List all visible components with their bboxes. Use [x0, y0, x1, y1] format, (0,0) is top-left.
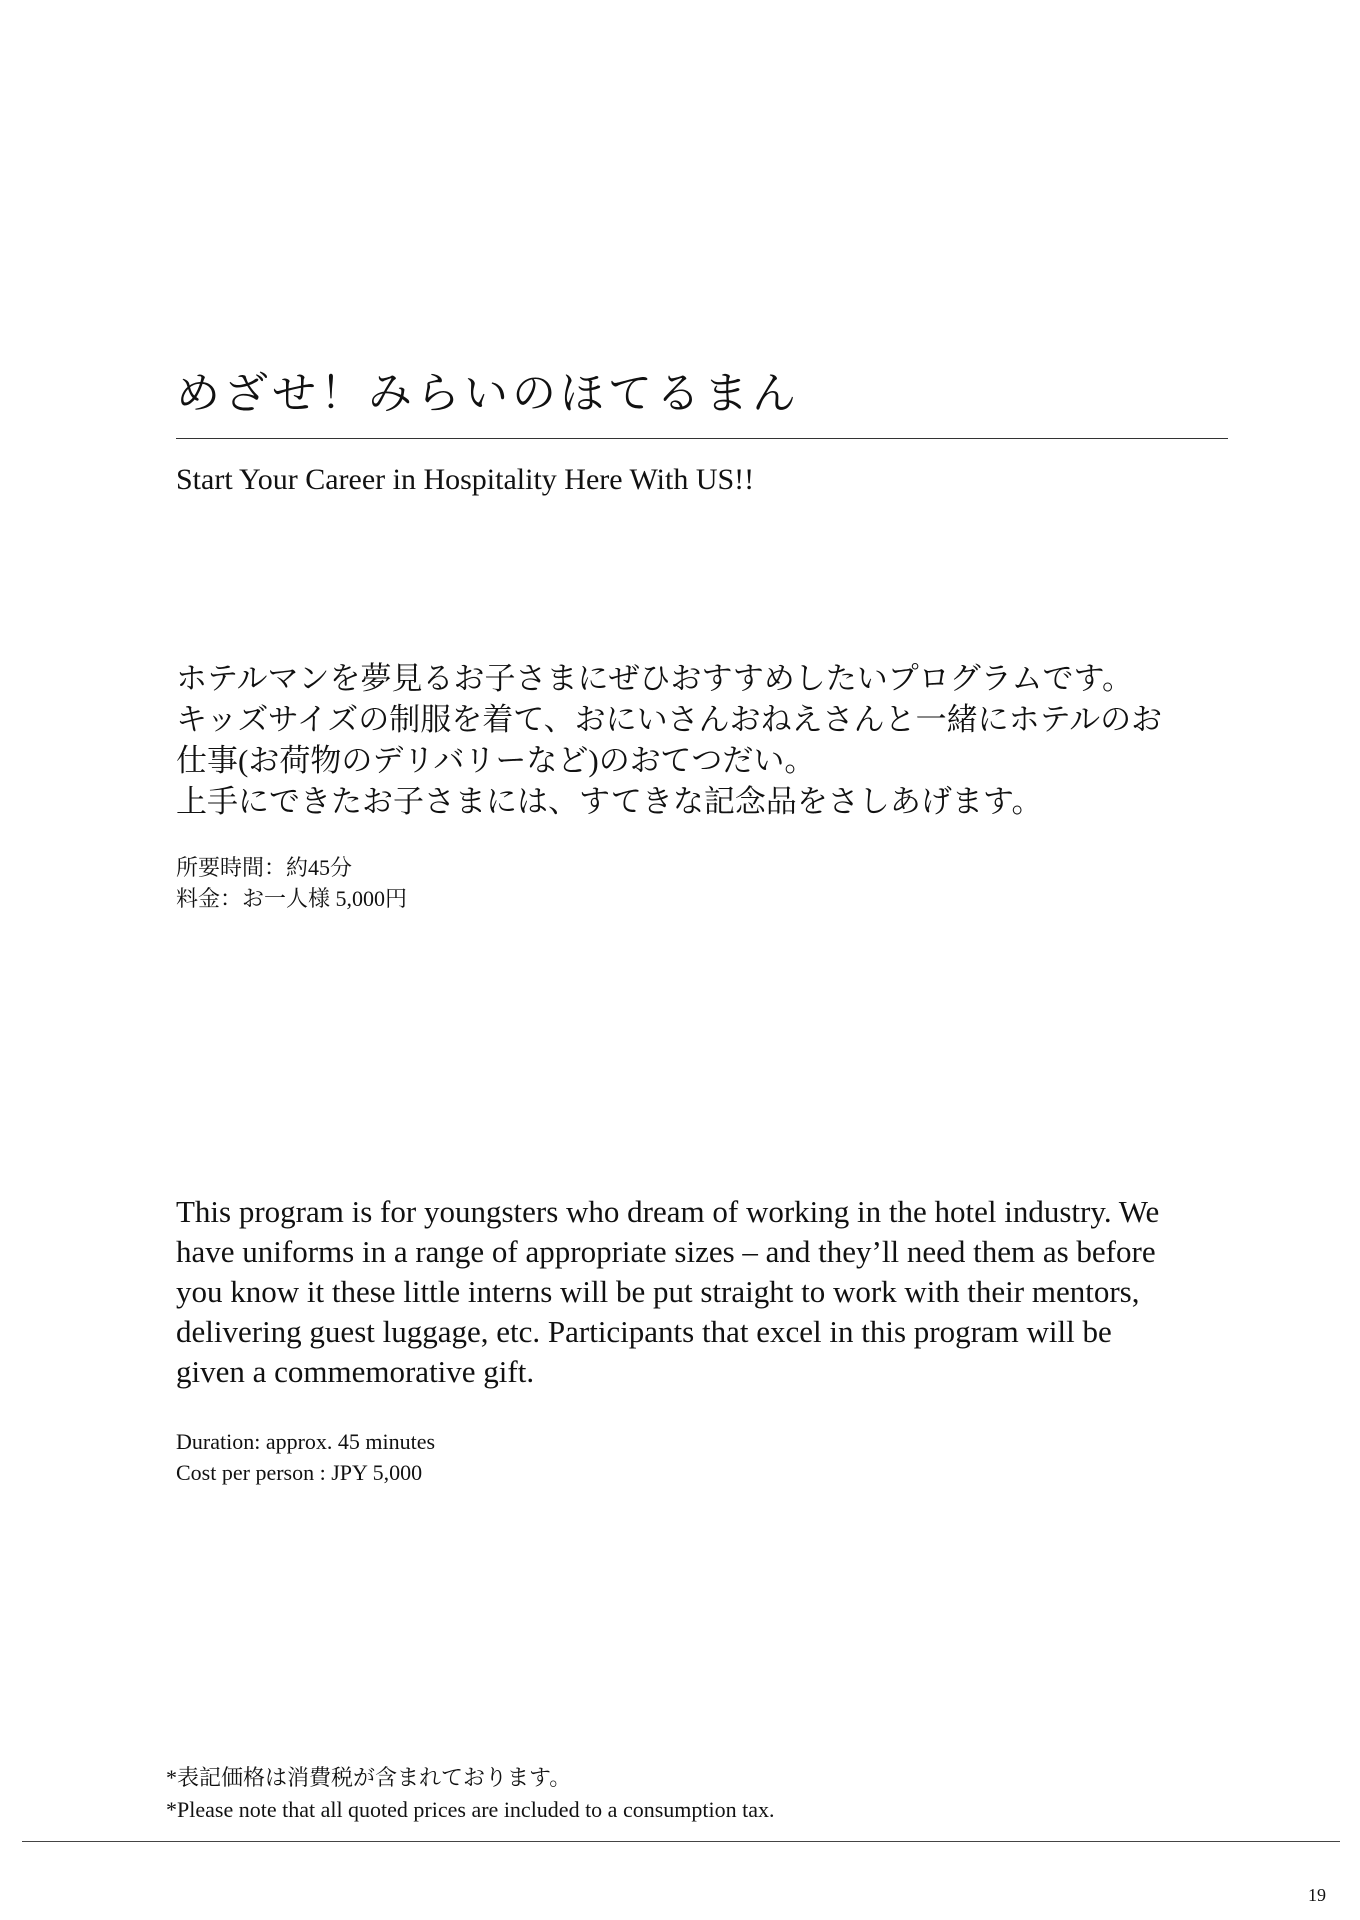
english-description-line: delivering guest luggage, etc. Participants that excel in this program will be	[176, 1314, 1112, 1349]
japanese-description	[176, 658, 1246, 822]
english-description-line: given a commemorative gift.	[176, 1354, 535, 1389]
english-description-line: you know it these little interns will be put straight to work with their mentors,	[176, 1274, 1140, 1309]
japanese-description-line: 上手にできたお子さまには、すてきな記念品をさしあげます。	[176, 784, 1043, 819]
english-program-details	[176, 1426, 435, 1488]
title-divider	[176, 438, 1228, 439]
japanese-tax-note: *表記価格は消費税が含まれております。	[166, 1765, 572, 1790]
japanese-duration: 所要時間：約45分	[176, 855, 353, 880]
footer-divider	[22, 1841, 1340, 1842]
english-tax-note: *Please note that all quoted prices are included to a consumption tax.	[166, 1797, 775, 1822]
page-subtitle: Start Your Career in Hospitality Here With US!!	[176, 463, 755, 496]
english-cost: Cost per person : JPY 5,000	[176, 1460, 423, 1485]
english-description-line: This program is for youngsters who dream of working in the hotel industry. We	[176, 1194, 1160, 1229]
page-number: 19	[1308, 1885, 1326, 1905]
page-title: めざせ！みらいのほてるまん	[176, 369, 800, 418]
japanese-description-line: キッズサイズの制服を着て、おにいさんおねえさんと一緒にホテルのお	[176, 702, 1163, 737]
japanese-program-details	[176, 852, 407, 914]
japanese-cost: 料金：お一人様 5,000円	[176, 886, 408, 911]
japanese-description-line: 仕事(お荷物のデリバリーなど)のおてつだい。	[176, 743, 816, 778]
english-description	[176, 1192, 1236, 1392]
english-description-line: have uniforms in a range of appropriate sizes – and they’ll need them as before	[176, 1234, 1156, 1269]
tax-notes	[166, 1762, 775, 1826]
japanese-description-line: ホテルマンを夢見るお子さまにぜひおすすめしたいプログラムです。	[176, 661, 1133, 696]
english-duration: Duration: approx. 45 minutes	[176, 1429, 436, 1454]
